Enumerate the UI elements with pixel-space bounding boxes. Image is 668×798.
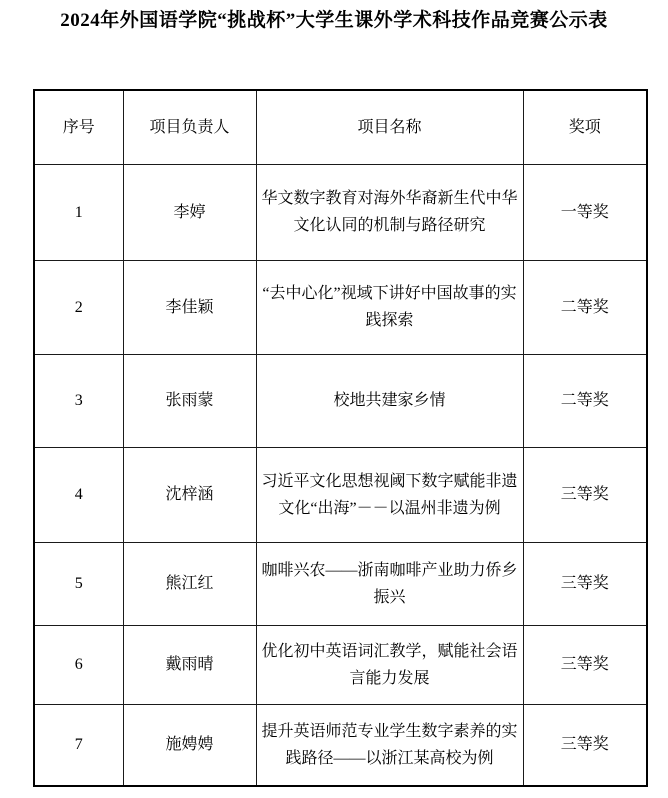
col-header-no: 序号 <box>34 90 123 164</box>
project-name: “去中心化”视域下讲好中国故事的实践探索 <box>256 260 523 354</box>
col-header-leader: 项目负责人 <box>123 90 256 164</box>
award-level: 一等奖 <box>523 164 647 260</box>
table-row <box>34 625 647 704</box>
award-level: 二等奖 <box>523 260 647 354</box>
project-name: 优化初中英语词汇教学，赋能社会语言能力发展 <box>256 625 523 704</box>
row-number: 2 <box>34 260 123 354</box>
page-title: 2024年外国语学院“挑战杯”大学生课外学术科技作品竞赛公示表 <box>60 10 608 31</box>
project-leader: 熊江红 <box>123 542 256 625</box>
table-row <box>34 354 647 447</box>
col-header-project: 项目名称 <box>256 90 523 164</box>
table-row <box>34 260 647 354</box>
row-number: 6 <box>34 625 123 704</box>
project-leader: 沈梓涵 <box>123 447 256 542</box>
row-number: 3 <box>34 354 123 447</box>
project-name: 校地共建家乡情 <box>256 354 523 447</box>
award-level: 三等奖 <box>523 447 647 542</box>
award-table <box>33 89 648 787</box>
project-name: 华文数字教育对海外华裔新生代中华文化认同的机制与路径研究 <box>256 164 523 260</box>
col-header-award: 奖项 <box>523 90 647 164</box>
project-name: 提升英语师范专业学生数字素养的实践路径——以浙江某高校为例 <box>256 704 523 786</box>
table-header-row <box>34 90 647 164</box>
award-level: 三等奖 <box>523 704 647 786</box>
project-leader: 戴雨晴 <box>123 625 256 704</box>
project-leader: 李佳颖 <box>123 260 256 354</box>
row-number: 5 <box>34 542 123 625</box>
award-level: 三等奖 <box>523 625 647 704</box>
table-row <box>34 542 647 625</box>
award-level: 二等奖 <box>523 354 647 447</box>
row-number: 4 <box>34 447 123 542</box>
row-number: 7 <box>34 704 123 786</box>
project-leader: 施娉娉 <box>123 704 256 786</box>
table-row <box>34 704 647 786</box>
award-level: 三等奖 <box>523 542 647 625</box>
table-row <box>34 447 647 542</box>
table-row <box>34 164 647 260</box>
row-number: 1 <box>34 164 123 260</box>
project-name: 习近平文化思想视阈下数字赋能非遗文化“出海”－－以温州非遗为例 <box>256 447 523 542</box>
project-name: 咖啡兴农——浙南咖啡产业助力侨乡振兴 <box>256 542 523 625</box>
project-leader: 李婷 <box>123 164 256 260</box>
project-leader: 张雨蒙 <box>123 354 256 447</box>
